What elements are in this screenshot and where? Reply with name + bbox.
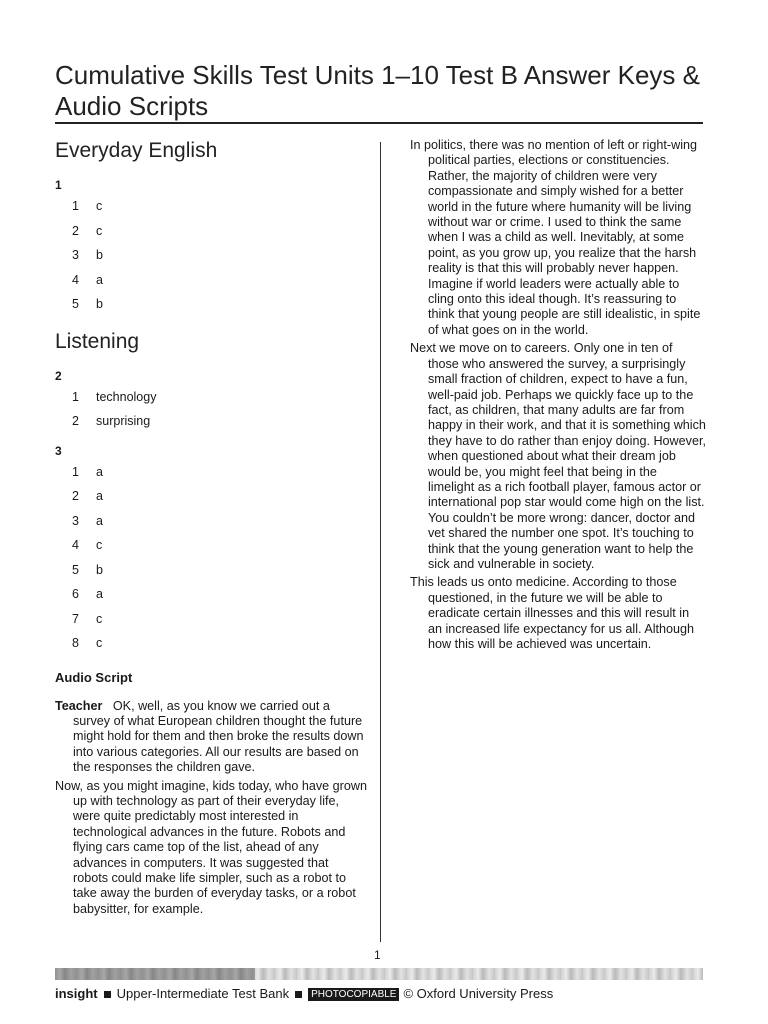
answer-item: 8 c xyxy=(72,636,103,650)
answer-item: 5 b xyxy=(72,562,103,577)
answer-item: 2 surprising xyxy=(72,414,151,428)
answer-list-q2 xyxy=(55,385,367,434)
question-number: 2 xyxy=(55,368,62,383)
brand-logo: insight xyxy=(55,986,98,1001)
answer-item: 3 b xyxy=(72,248,103,262)
answer-item: 2 a xyxy=(72,489,103,503)
script-paragraph: This leads us onto medicine. According to those questioned, in the future we will be able to eradicate certain illnesses and this will result in an increased life expectancy for us all. Although how this will be achieved was uncertain. xyxy=(410,575,695,651)
square-bullet-icon xyxy=(104,991,111,998)
square-bullet-icon xyxy=(295,991,302,998)
script-paragraph: Teacher OK, well, as you know we carried out a survey of what European children thought the future might hold for them and then broke the results down into various categories. All our results are based on the responses the children gave. xyxy=(55,698,364,775)
footer xyxy=(55,986,715,1002)
listening-heading: Listening xyxy=(55,329,140,353)
answer-item: 1 c xyxy=(72,199,103,213)
everyday-english-heading: Everyday English xyxy=(55,139,218,162)
answer-item: 1 a xyxy=(72,464,103,479)
right-column xyxy=(410,138,706,655)
page-number: 1 xyxy=(374,948,381,962)
speaker-label: Teacher xyxy=(55,698,103,713)
answer-list-q1 xyxy=(55,194,367,317)
answer-item: 5 b xyxy=(72,297,103,311)
script-paragraph: In politics, there was no mention of left or right-wing political parties, elections or constituencies. Rather, the majority of children were very compassionate and simply wished for a better world in the future where humanity will be living without war or crime. I used to think the same when I was a child as well. Inevitably, at some point, as you grow up, you realize that the harsh reality is that this will probably never happen. Imagine if world leaders were actually able to cling onto this ideal though. It’s reassuring to think that young people are still idealistic, in spite of what goes on in the world. xyxy=(410,138,701,337)
left-column xyxy=(55,138,367,920)
page-title: Cumulative Skills Test Units 1–10 Test B Answer Keys & Audio Scripts xyxy=(55,60,700,121)
question-number: 3 xyxy=(55,443,62,458)
footer-decorative-band xyxy=(55,968,703,980)
answer-item: 4 c xyxy=(72,538,103,552)
answer-item: 2 c xyxy=(72,223,103,238)
script-paragraph: Next we move on to careers. Only one in ten of those who answered the survey, a surprisingly small fraction of children, expect to have a fun, well-paid job. Perhaps we quickly face up to the fact, as children, that many adults are far from happy in their work, and that it is something which they have to do rather than enjoy doing. However, when questioned about what their dream job would be, you might feel that being in the limelight as a rich football player, famous actor or international pop star would come high on the list. You couldn’t be more wrong: dancer, doctor and vet shared the number one spot. It’s touching to think that the young generation want to help the sick and vulnerable in society. xyxy=(410,341,706,571)
script-paragraph: Now, as you might imagine, kids today, who have grown up with technology as part of their everyday life, were quite predictably most interested in technological advances in the future. Robots and flying cars came top of the list, ahead of any advances in computers. It was suggested that robots could make life simpler, such as a robot to take away the burden of everyday tasks, or a robot babysitter, for example. xyxy=(55,778,367,916)
answer-item: 7 c xyxy=(72,611,103,626)
answer-item: 3 a xyxy=(72,513,103,528)
audio-script-heading: Audio Script xyxy=(55,669,133,685)
photocopiable-badge: PHOTOCOPIABLE xyxy=(308,988,399,1001)
question-number: 1 xyxy=(55,178,62,192)
answer-item: 6 a xyxy=(72,587,103,601)
answer-list-q3 xyxy=(55,460,367,656)
series-name: Upper-Intermediate Test Bank xyxy=(116,986,290,1001)
column-divider xyxy=(380,142,381,942)
answer-item: 4 a xyxy=(72,272,103,287)
answer-item: 1 technology xyxy=(72,389,157,404)
title-rule xyxy=(55,122,703,124)
publisher: © Oxford University Press xyxy=(403,986,554,1001)
